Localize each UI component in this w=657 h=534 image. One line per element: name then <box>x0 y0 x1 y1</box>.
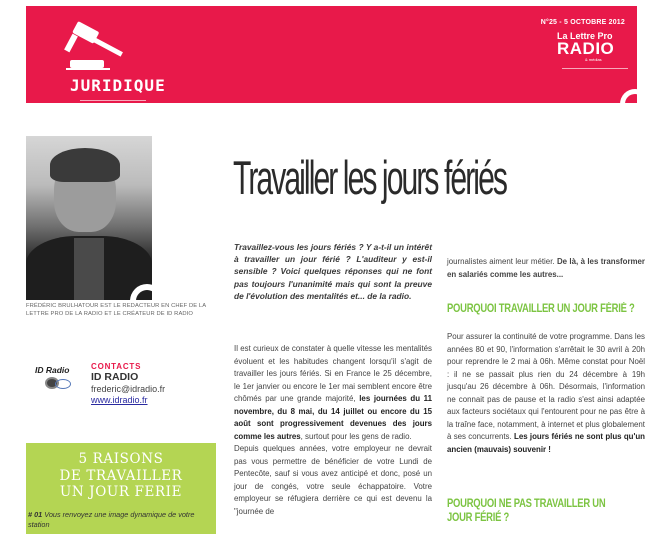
reasons-title-line: 5 RAISONS <box>78 451 164 467</box>
contacts-organization: ID RADIO <box>91 371 139 383</box>
article-body-column-1 <box>234 343 432 518</box>
article-body-column-2-top <box>447 256 645 281</box>
bold-text-run: les journées du 11 novembre, du 8 mai, du 14 juillet ou encore du 15 août sont progressivement devenues des jours comme les autres <box>234 394 432 441</box>
text-run: journalistes aiment leur métier. <box>447 257 557 266</box>
reasons-box <box>26 443 216 534</box>
reasons-title-line: UN JOUR FERIE <box>59 484 183 500</box>
reasons-title-line: DE TRAVAILLER <box>59 467 183 484</box>
author-caption: FRÉDÉRIC BRULHATOUR EST LE REDACTEUR EN CHEF DE LA LETTRE PRO DE LA RADIO ET LE CRÉATEUR DE ID RADIO <box>26 303 206 317</box>
brand-line-1: La Lettre Pro <box>557 31 613 41</box>
contacts-block <box>91 362 165 406</box>
section-header-banner <box>26 6 637 103</box>
bold-text-run: Les jours fériés ne sont plus qu'un ancien (mauvais) souvenir ! <box>447 432 645 454</box>
cable-icon <box>55 379 71 389</box>
text-run: , surtout pour les gens de radio. <box>300 431 412 441</box>
contacts-website-link[interactable]: www.idradio.fr <box>91 395 148 405</box>
gavel-icon <box>62 20 132 75</box>
contacts-heading: CONTACTS <box>91 362 142 371</box>
bold-text-run: De là, à les transformer en salariés comme les autres... <box>447 257 646 279</box>
paragraph <box>234 343 432 443</box>
brand-line-2: RADIO <box>557 39 615 58</box>
photo-hair <box>50 148 120 182</box>
brand-line-3: & médias <box>585 57 602 62</box>
text-run: Il est curieux de constater à quelle vitesse les mentalités évoluent et les habitudes changent lorsqu'il s'agit de travailler les jours fériés. Si en France le 25 décembre, le 1er janvier ou encore le 1er mai semblent encore être chômés par une grande majorité, <box>234 344 432 403</box>
text-run: Pour assurer la continuité de votre programme. Dans les années 80 et 90, l'information s'arrêtait le 30 avril à 20h pour reprendre le 2 mai à 06h. Même constat pour Noël : il ne se passait plus rien du 24 décembre à 19h jusqu'au 26 décembre à 06h. Désormais, l'information ne connait pas de pause et la radio s'est ainsi adaptée aux facteurs sociétaux qui l'entourent pour ne pas être à la traîne face, notamment, à internet et plus globalement à ses concurrents. <box>447 332 645 441</box>
divider <box>80 100 146 101</box>
divider <box>562 68 628 69</box>
article-lead: Travaillez-vous les jours fériés ? Y a-t-il un intérêt à travailler un jour férié ? L'auditeur y est-il sensible ? Voici quelques réponses qui ne font pas toujours l'unanimité mais qui sont la preuve de l'évolution des mentalités et... de la radio. <box>234 242 432 301</box>
subheading: POURQUOI NE PAS TRAVAILLER UN JOUR FÉRIÉ ? <box>447 498 606 524</box>
brand-logo <box>557 32 637 62</box>
photo-shirt <box>74 238 104 300</box>
contacts-email[interactable]: frederic@idradio.fr <box>91 384 166 394</box>
arc-decoration-icon <box>620 89 650 119</box>
article-body-column-2 <box>447 331 645 456</box>
reasons-title <box>26 451 216 501</box>
article-title: Travailler les jours fériés <box>233 151 507 204</box>
subheading: POURQUOI TRAVAILLER UN JOUR FÉRIÉ ? <box>447 303 635 315</box>
reason-number: # 01 <box>28 510 43 519</box>
paragraph: Depuis quelques années, votre employeur ne devrait pas vous permettre de bénéficier de votre Lundi de Pentecôte, sauf si vous avez anticipé et donc, posé un jour de congés, votre seule échappatoire. Votre employeur se réfugiera derrière ce qui est devenu la "journée de <box>234 444 432 516</box>
idradio-logo <box>35 365 75 405</box>
reason-item <box>28 510 214 530</box>
logo-text: ID Radio <box>35 365 70 375</box>
issue-date: N°25 - 5 OCTOBRE 2012 <box>540 19 625 26</box>
section-label: JURIDIQUE <box>70 76 166 95</box>
author-photo <box>26 136 152 300</box>
reason-text: Vous renvoyez une image dynamique de votre station <box>28 510 195 529</box>
